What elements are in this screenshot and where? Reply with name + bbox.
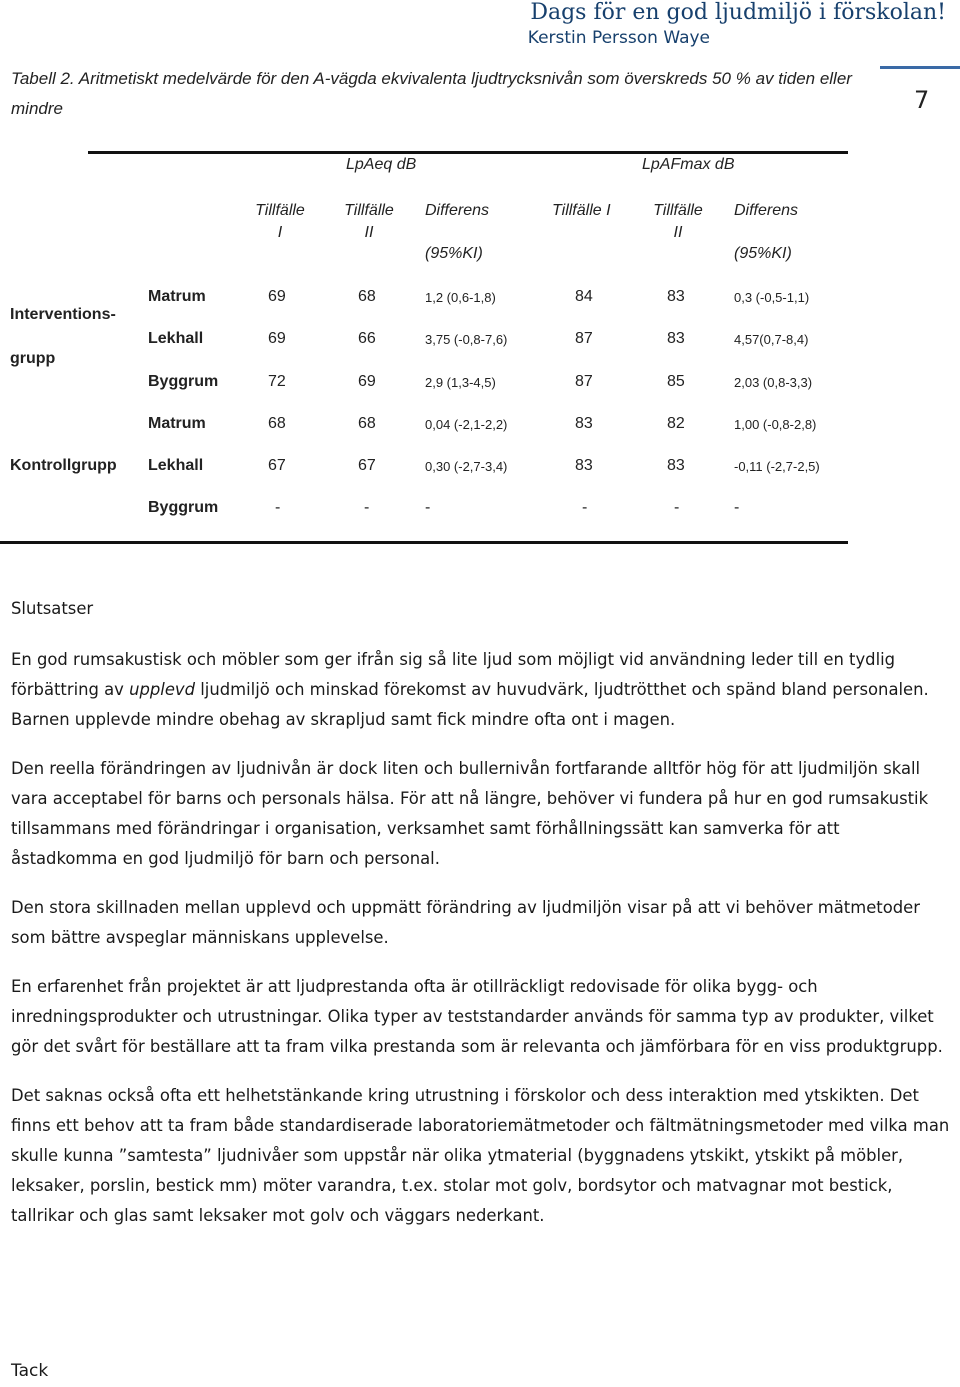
section-heading: Slutsatser [11, 599, 94, 618]
table-top-rule [88, 151, 848, 154]
cell-lpafmax-t2: 83 [667, 457, 685, 474]
cell-lpafmax-t1: - [582, 499, 588, 516]
row-room-label: Byggrum [148, 499, 219, 516]
col-header-tillfalle-4: Tillfälle [653, 202, 703, 219]
cell-lpafmax-t1: 84 [575, 288, 593, 305]
col-header-tillfalle-2-roman: II [364, 224, 374, 241]
cell-lpaeq-t1: 69 [268, 288, 286, 305]
results-table [0, 0, 960, 560]
cell-lpafmax-t1: 83 [575, 457, 593, 474]
paragraph: Den reella förändringen av ljudnivån är dock liten och bullernivån fortfarande alltför hög för att ljudmiljön skall vara acceptabel för barns och personals hälsa. För att nå längre, behöver vi fundera på hur en god rumsakustik tillsammans med förändringar i organisation, verksamhet samt förhållningssätt kan samverka för att åstadkomma en god ljudmiljö för barn och personal. [11, 759, 929, 868]
cell-lpaeq-t2: 66 [358, 330, 376, 347]
cell-lpaeq-t1: 69 [268, 330, 286, 347]
group-label-intervention: Interventions- [10, 306, 116, 323]
cell-lpafmax-t1: 83 [575, 415, 593, 432]
cell-lpafmax-t2: 83 [667, 330, 685, 347]
cell-lpafmax-t2: - [674, 499, 680, 516]
col-header-differens-2-ki: (95%KI) [734, 245, 792, 262]
table-caption: Tabell 2. Aritmetiskt medelvärde för den A-vägda ekvivalenta ljudtrycksnivån som överskreds 50 % av tiden eller mindre [11, 69, 852, 118]
cell-lpaeq-diff: 0,04 (-2,1-2,2) [425, 417, 508, 432]
row-room-label: Lekhall [148, 457, 204, 474]
col-header-tillfalle-1: Tillfälle [255, 202, 305, 219]
paragraph: Det saknas också ofta ett helhetstänkande kring utrustning i förskolor och dess interaktion med ytskikten. Det finns ett behov att ta fram både standardiserade laboratoriemätmetoder och fältmätningsmetoder med vilka man skulle kunna ”samtesta” ljudnivåer som uppstår när olika ytmaterial (byggnadens ytskikt, ytskikt på möbler, leksaker, porslin, bestick mm) möter varandra, t.ex. stolar mot golv, bordsytor och matvagnar mot bestick, tallrikar och glas samt leksaker mot golv och väggars nederkant. [11, 1086, 950, 1225]
cell-lpaeq-diff: 0,30 (-2,7-3,4) [425, 459, 508, 474]
group-header-lpafmax: LpAFmax dB [642, 156, 735, 173]
body-text [11, 594, 951, 1250]
group-header-lpaeq: LpAeq dB [346, 156, 417, 173]
cell-lpaeq-t2: 68 [358, 415, 376, 432]
cell-lpaeq-diff: 1,2 (0,6-1,8) [425, 290, 496, 305]
cell-lpaeq-t1: 67 [268, 457, 286, 474]
cell-lpafmax-diff: - [734, 499, 740, 516]
cell-lpaeq-t1: - [275, 499, 281, 516]
cell-lpaeq-t2: - [364, 499, 370, 516]
row-room-label: Matrum [148, 288, 206, 305]
col-header-tillfalle-2: Tillfälle [344, 202, 394, 219]
emphasized-word: upplevd [129, 680, 196, 699]
document-author: Kerstin Persson Waye [527, 28, 710, 48]
page-number: 7 [914, 86, 930, 114]
cell-lpaeq-diff: 3,75 (-0,8-7,6) [425, 332, 508, 347]
cell-lpafmax-diff: -0,11 (-2,7-2,5) [734, 459, 820, 474]
cell-lpaeq-diff: - [425, 499, 431, 516]
cell-lpafmax-t1: 87 [575, 330, 593, 347]
table-bottom-rule [0, 541, 848, 544]
cell-lpafmax-t1: 87 [575, 373, 593, 390]
col-header-differens-1: Differens [425, 202, 490, 219]
cell-lpaeq-t2: 67 [358, 457, 376, 474]
cell-lpafmax-diff: 4,57(0,7-8,4) [734, 332, 809, 347]
cell-lpaeq-t1: 68 [268, 415, 286, 432]
cell-lpaeq-t2: 69 [358, 373, 376, 390]
cell-lpafmax-t2: 82 [667, 415, 685, 432]
document-title: Dags för en god ljudmiljö i förskolan! [530, 0, 946, 25]
row-room-label: Byggrum [148, 373, 219, 390]
closing-heading: Tack [11, 1361, 49, 1381]
col-header-tillfalle-1-roman: I [277, 224, 283, 241]
cell-lpafmax-t2: 83 [667, 288, 685, 305]
col-header-differens-2: Differens [734, 202, 799, 219]
col-header-differens-1-ki: (95%KI) [425, 245, 483, 262]
paragraph-text: ljudmiljö och minskad förekomst av huvudvärk, ljudtrötthet och spänd bland personalen. Barnen upplevde mindre obehag av skrapljud samt fick mindre ofta ont i magen. [11, 680, 929, 729]
row-room-label: Lekhall [148, 330, 204, 347]
col-header-tillfalle-4-roman: II [673, 224, 683, 241]
cell-lpafmax-t2: 85 [667, 373, 685, 390]
cell-lpafmax-diff: 0,3 (-0,5-1,1) [734, 290, 810, 305]
paragraph-text: En god rumsakustisk och möbler som ger ifrån sig så lite ljud som möjligt vid användning leder till en tydlig förbättring av [11, 650, 896, 699]
col-header-tillfalle-3: Tillfälle I [552, 202, 611, 219]
row-room-label: Matrum [148, 415, 206, 432]
cell-lpaeq-diff: 2,9 (1,3-4,5) [425, 375, 496, 390]
cell-lpafmax-diff: 2,03 (0,8-3,3) [734, 375, 813, 390]
group-label-intervention-cont: grupp [10, 350, 56, 367]
paragraph: En erfarenhet från projektet är att ljudprestanda ofta är otillräckligt redovisade för olika bygg- och inredningsprodukter och utrustningar. Olika typer av teststandarder används för samma typ av produkter, vilket gör det svårt för beställare att ta fram vilka prestanda som är relevanta och jämförbara för en viss produktgrupp. [11, 977, 943, 1056]
paragraph [11, 645, 951, 735]
cell-lpaeq-t2: 68 [358, 288, 376, 305]
group-label-kontroll: Kontrollgrupp [10, 457, 117, 474]
paragraph: Den stora skillnaden mellan upplevd och uppmätt förändring av ljudmiljön visar på att vi behöver mätmetoder som bättre avspeglar människans upplevelse. [11, 898, 920, 947]
cell-lpafmax-diff: 1,00 (-0,8-2,8) [734, 417, 817, 432]
cell-lpaeq-t1: 72 [268, 373, 286, 390]
